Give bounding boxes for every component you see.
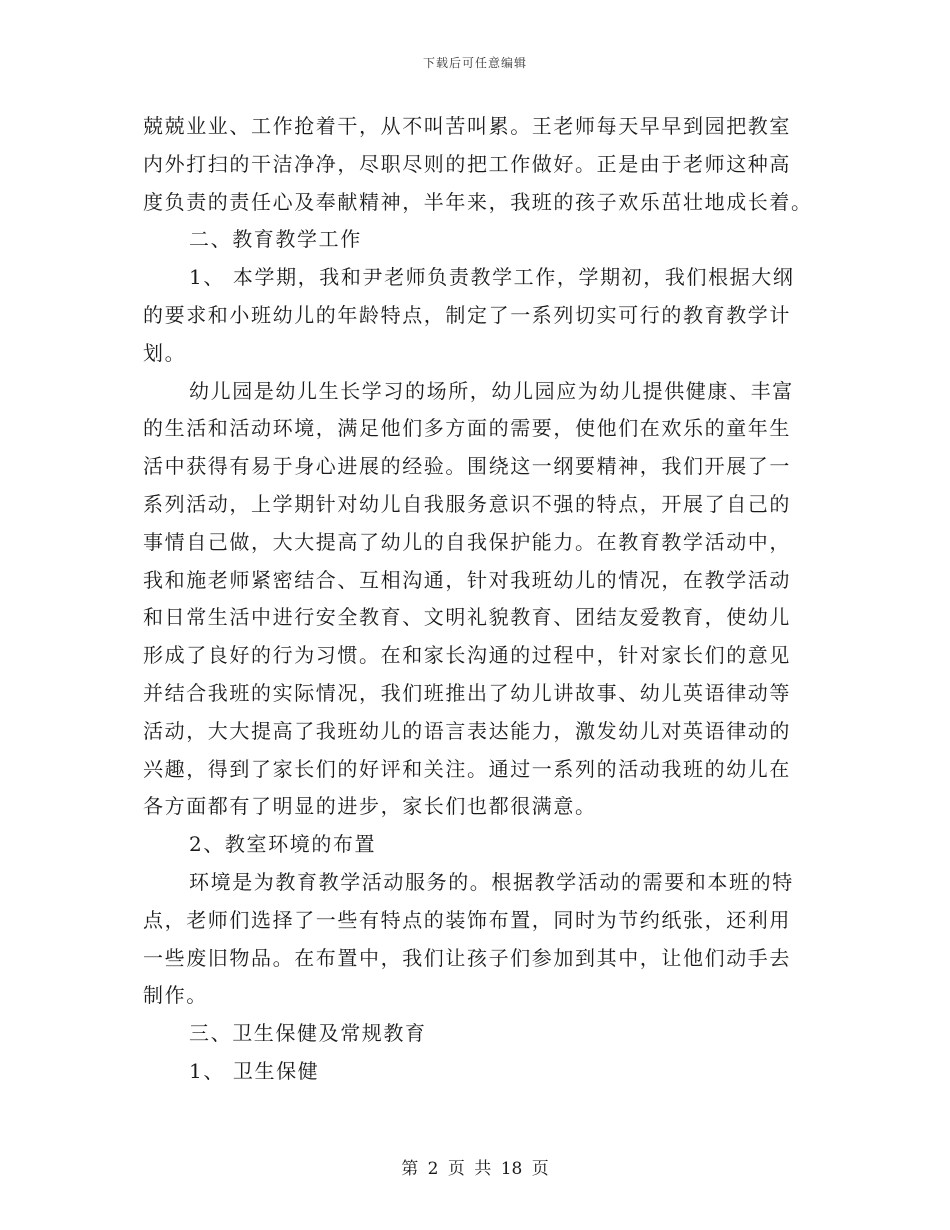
text-line: 制作。 [143,983,208,1008]
text-line: 二、教育教学工作 [189,227,362,252]
text-line: 一些废旧物品。在布置中，我们让孩子们参加到其中，让他们动手去 [143,945,791,970]
text-line: 和日常生活中进行安全教育、文明礼貌教育、团结友爱教育，使幼儿 [143,605,791,630]
text-line: 2、教室环境的布置 [189,832,377,857]
text-line: 1、 卫生保健 [189,1058,320,1083]
text-line: 度负责的责任心及奉献精神，半年来，我班的孩子欢乐茁壮地成长着。 [143,189,813,214]
text-line: 事情自己做，大大提高了幼儿的自我保护能力。在教育教学活动中， [143,529,791,554]
text-line: 我和施老师紧密结合、互相沟通，针对我班幼儿的情况，在教学活动 [143,567,791,592]
text-line: 环境是为教育教学活动服务的。根据教学活动的需要和本班的特 [189,869,794,894]
text-line: 的生活和活动环境，满足他们多方面的需要，使他们在欢乐的童年生 [143,416,791,441]
text-line: 划。 [143,340,187,365]
page-header: 下载后可任意编辑 [422,56,527,70]
text-line: 兢兢业业、工作抢着干，从不叫苦叫累。王老师每天早早到园把教室 [143,114,791,138]
text-line: 幼儿园是幼儿生长学习的场所，幼儿园应为幼儿提供健康、丰富 [189,378,794,403]
text-line: 并结合我班的实际情况，我们班推出了幼儿讲故事、幼儿英语律动等 [143,680,791,705]
text-line: 1、 本学期，我和尹老师负责教学工作，学期初，我们根据大纲 [189,265,795,290]
text-line: 活动，大大提高了我班幼儿的语言表达能力，激发幼儿对英语律动的 [143,718,791,743]
text-line: 活中获得有易于身心进展的经验。围绕这一纲要精神，我们开展了一 [143,454,791,479]
text-line: 三、卫生保健及常规教育 [189,1021,427,1046]
text-line: 的要求和小班幼儿的年龄特点，制定了一系列切实可行的教育教学计 [143,302,791,327]
text-line: 各方面都有了明显的进步，家长们也都很满意。 [143,794,597,819]
document-body [143,108,813,1091]
page-footer: 第 2 页 共 18 页 [401,1159,549,1179]
text-line: 系列活动，上学期针对幼儿自我服务意识不强的特点，开展了自己的 [143,491,791,516]
text-line: 兴趣，得到了家长们的好评和关注。通过一系列的活动我班的幼儿在 [143,756,791,781]
text-line: 内外打扫的干洁净净，尽职尽则的把工作做好。正是由于老师这种高 [143,151,791,176]
text-line: 形成了良好的行为习惯。在和家长沟通的过程中，针对家长们的意见 [143,643,791,668]
text-line: 点，老师们选择了一些有特点的装饰布置，同时为节约纸张，还利用 [143,907,791,932]
